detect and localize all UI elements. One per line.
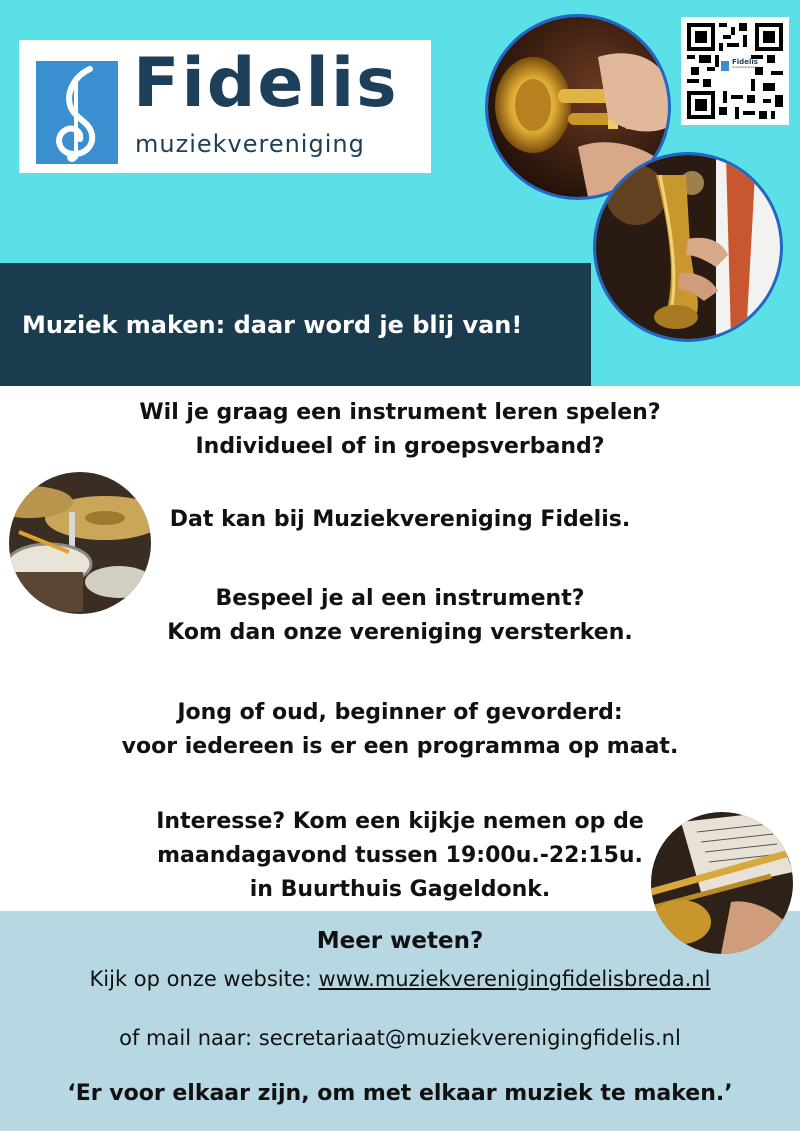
text-line: Bespeel je al een instrument? [215, 586, 585, 611]
text-line: Wil je graag een instrument leren spelen? [139, 400, 661, 425]
qr-caption-title: Fidelis [732, 58, 758, 66]
slogan: ‘Er voor elkaar zijn, om met elkaar muziek te maken.’ [67, 1081, 733, 1106]
text-line: maandagavond tussen 19:00u.-22:15u. [157, 843, 643, 868]
mail-line: of mail naar: secretariaat@muziekverenigingfidelis.nl [119, 1026, 681, 1050]
paragraph-learn-instrument [40, 396, 760, 464]
website-line [0, 967, 800, 991]
saxophone-photo [596, 155, 780, 339]
text-line: voor iedereen is er een programma op maat. [121, 734, 679, 759]
website-prefix: Kijk op onze website: [89, 967, 319, 991]
headline-banner [0, 263, 591, 386]
qr-code[interactable] [681, 17, 789, 125]
text-line: Kom dan onze vereniging versterken. [167, 620, 633, 645]
fidelis-logo [19, 40, 431, 173]
logo-title: Fidelis [133, 44, 399, 123]
qr-caption-subtitle: muziekvereniging [732, 65, 759, 69]
paragraph-young-old [40, 696, 760, 764]
text-line: Interesse? Kom een kijkje nemen op de [156, 809, 644, 834]
more-info-heading: Meer weten? [316, 928, 484, 954]
treble-clef-icon [36, 61, 118, 164]
text-line: Individueel of in groepsverband? [195, 434, 605, 459]
website-link[interactable]: www.muziekverenigingfidelisbreda.nl [318, 967, 711, 991]
text-line: Jong of oud, beginner of gevorderd: [177, 700, 623, 725]
logo-subtitle: muziekvereniging [135, 130, 365, 158]
paragraph-already-play [40, 582, 760, 650]
paragraph-interest [40, 805, 760, 907]
paragraph-fidelis [40, 503, 760, 537]
text-line: Dat kan bij Muziekvereniging Fidelis. [169, 507, 631, 532]
text-line: in Buurthuis Gageldonk. [249, 877, 551, 902]
qr-caption [732, 59, 772, 79]
headline-text: Muziek maken: daar word je blij van! [22, 311, 523, 339]
